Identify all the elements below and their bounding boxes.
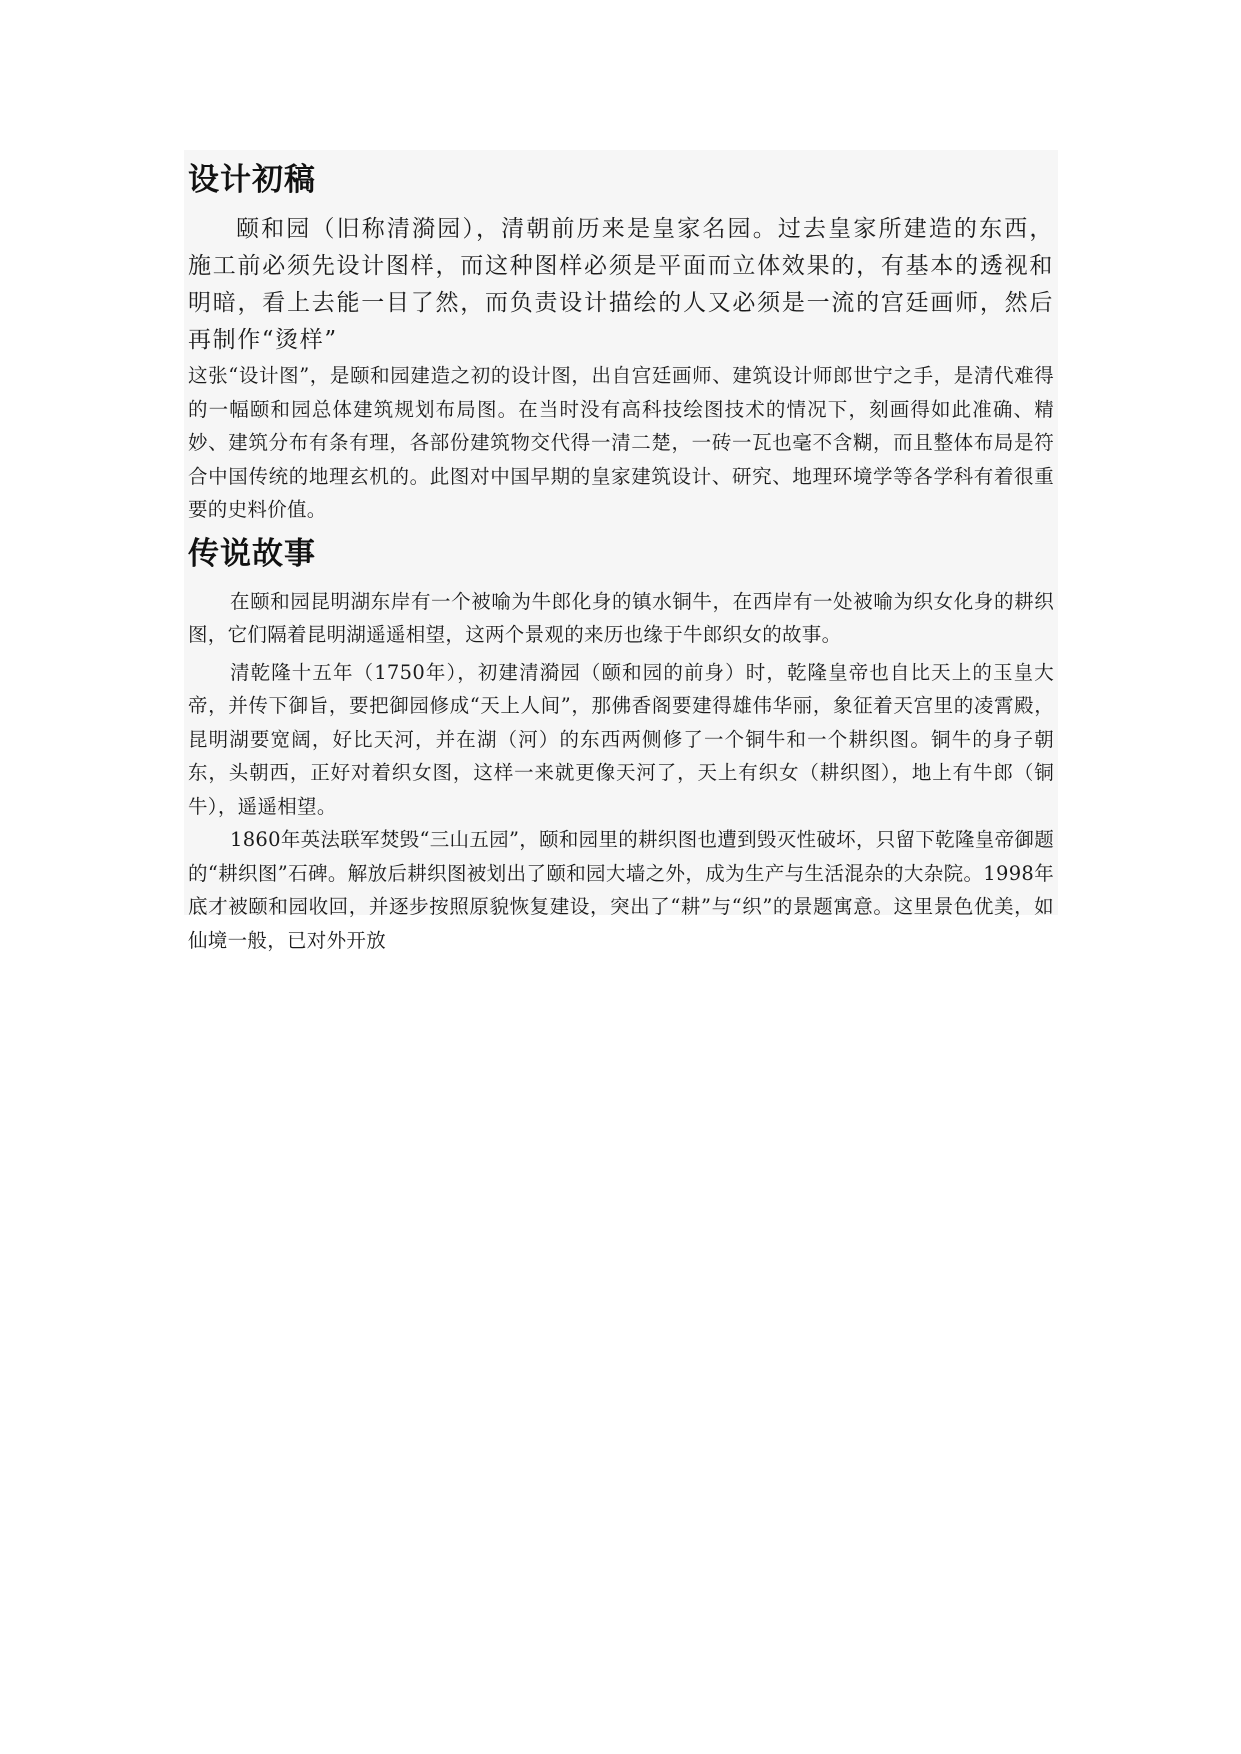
paragraph-design-intro: 颐和园（旧称清漪园），清朝前历来是皇家名园。过去皇家所建造的东西，施工前必须先设计图样，而这种图样必须是平面而立体效果的，有基本的透视和明暗，看上去能一目了然，而负责设计描绘的人又必须是一流的宫廷画师，然后再制作“烫样” <box>188 216 1054 354</box>
document-body <box>188 152 1054 957</box>
paragraph-design-drawing: 这张“设计图”，是颐和园建造之初的设计图，出自宫廷画师、建筑设计师郎世宁之手，是清代难得的一幅颐和园总体建筑规划布局图。在当时没有高科技绘图技术的情况下，刻画得如此准确、精妙、建筑分布有条有理，各部份建筑物交代得一清二楚，一砖一瓦也毫不含糊，而且整体布局是符合中国传统的地理玄机的。此图对中国早期的皇家建筑设计、研究、地理环境学等各学科有着很重要的史料价值。 <box>188 364 1054 522</box>
section-heading-legend: 传说故事 <box>188 535 316 572</box>
paragraph-legend-intro: 在颐和园昆明湖东岸有一个被喻为牛郎化身的镇水铜牛，在西岸有一处被喻为织女化身的耕织图，它们隔着昆明湖遥遥相望，这两个景观的来历也缘于牛郎织女的故事。 <box>188 589 1054 647</box>
paragraph-qianlong: 清乾隆十五年（1750年），初建清漪园（颐和园的前身）时，乾隆皇帝也自比天上的玉皇大帝，并传下御旨，要把御园修成“天上人间”，那佛香阁要建得雄伟华丽，象征着天宫里的凌霄殿，昆明湖要宽阔，好比天河，并在湖（河）的东西两侧修了一个铜牛和一个耕织图。铜牛的身子朝东，头朝西，正好对着织女图，这样一来就更像天河了，天上有织女（耕织图），地上有牛郎（铜牛），遥遥相望。 <box>188 660 1054 818</box>
section-heading-design-draft: 设计初稿 <box>188 162 316 198</box>
paragraph-1860: 1860年英法联军焚毁“三山五园”，颐和园里的耕织图也遭到毁灭性破坏，只留下乾隆皇帝御题的“耕织图”石碑。解放后耕织图被划出了颐和园大墙之外，成为生产与生活混杂的大杂院。1998年底才被颐和园收回，并逐步按照原貌恢复建设，突出了“耕”与“织”的景题寓意。这里景色优美，如仙境一般，已对外开放 <box>188 828 1054 952</box>
